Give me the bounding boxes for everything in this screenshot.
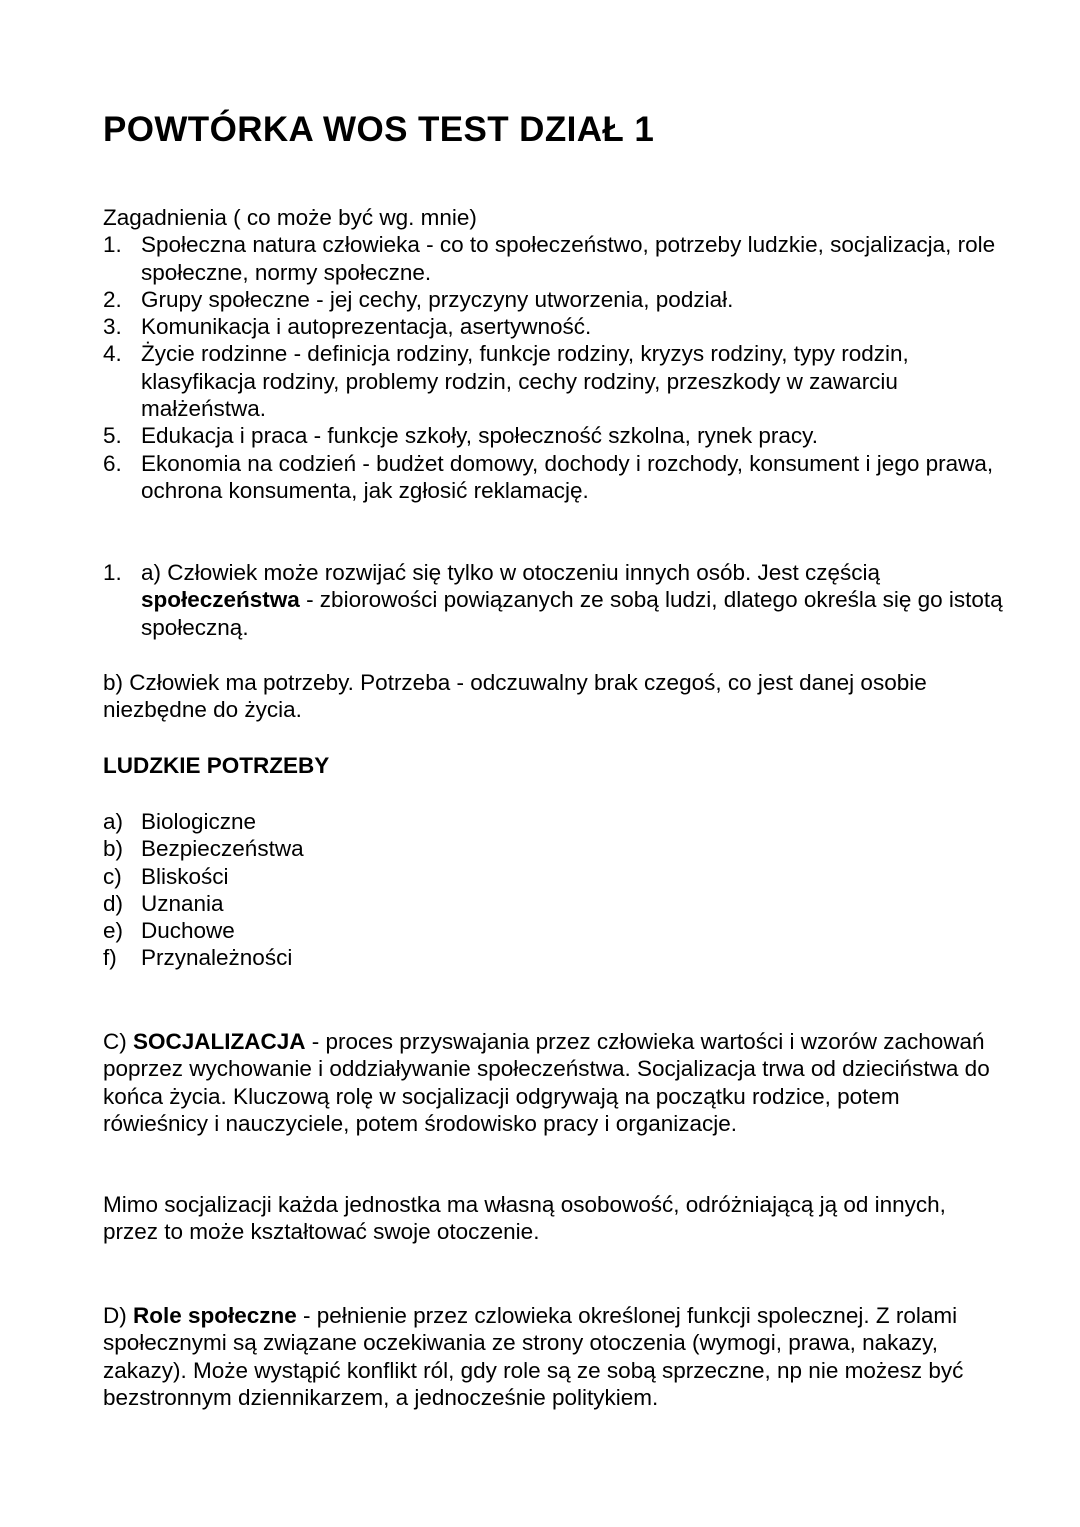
list-number: 5.: [103, 423, 122, 449]
paragraph-a-text: a) Człowiek może rozwijać się tylko w otoczeniu innych osób. Jest częścią: [141, 560, 881, 585]
list-letter: d): [103, 890, 124, 916]
list-number: 2.: [103, 286, 122, 312]
list-item: [103, 808, 1003, 835]
list-text: Edukacja i praca - funkcje szkoły, społeczność szkolna, rynek pracy.: [141, 423, 818, 449]
needs-list: [103, 808, 1003, 972]
list-text: Grupy społeczne - jej cechy, przyczyny utworzenia, podział.: [141, 286, 734, 312]
list-text: Przynależności: [141, 945, 293, 971]
topics-list: [103, 231, 1003, 504]
list-number: 6.: [103, 450, 122, 476]
paragraph-label: C): [103, 1029, 133, 1054]
list-item: [103, 450, 1003, 505]
list-text: Uznania: [141, 890, 224, 916]
list-text: Biologiczne: [141, 809, 257, 834]
list-item: [103, 231, 1003, 286]
list-number: 1.: [103, 232, 122, 258]
list-text: Społeczna natura człowieka - co to społeczeństwo, potrzeby ludzkie, socjalizacja, role społeczne, normy społeczne.: [141, 232, 996, 285]
list-number: 4.: [103, 341, 122, 367]
list-text: Ekonomia na codzień - budżet domowy, dochody i rozchody, konsument i jego prawa, ochrona konsumenta, jak zgłosić reklamację.: [141, 450, 994, 503]
list-text: Komunikacja i autoprezentacja, asertywność.: [141, 314, 592, 340]
roles-text: - pełnienie przez czlowieka określonej funkcji spolecznej. Z rolami społecznymi są związane oczekiwania ze strony otoczenia (wymogi, prawa, nakazy, zakazy). Może wystąpić konflikt ról, gdy role są ze sobą sprzeczne, np nie możesz być bezstronnym dziennikarzem, a jednocześnie politykiem.: [103, 1303, 964, 1410]
personality-paragraph: Mimo socjalizacji każda jednostka ma własną osobowość, odróżniającą ją od innych, przez to może kształtować swoje otoczenie.: [103, 1192, 946, 1245]
topics-section: [103, 204, 1003, 504]
list-number: 1.: [103, 560, 122, 585]
list-item: [103, 863, 1003, 890]
list-item: [103, 559, 1003, 641]
term-socjalizacja: SOCJALIZACJA: [133, 1029, 306, 1054]
list-item: [103, 944, 1003, 971]
term-role-spoleczne: Role społeczne: [133, 1303, 297, 1328]
list-item: [103, 313, 1003, 340]
list-letter: f): [103, 945, 117, 971]
list-item: [103, 835, 1003, 862]
topics-intro: Zagadnienia ( co może być wg. mnie): [103, 205, 477, 230]
list-text: Duchowe: [141, 918, 235, 944]
paragraph-b: b) Człowiek ma potrzeby. Potrzeba - odczuwalny brak czegoś, co jest danej osobie niezbędne do życia.: [103, 670, 927, 723]
list-letter: a): [103, 809, 124, 834]
list-number: 3.: [103, 314, 122, 340]
section-1: [103, 559, 1003, 641]
list-item: [103, 422, 1003, 449]
page-title: POWTÓRKA WOS TEST DZIAŁ 1: [103, 110, 655, 149]
needs-heading: LUDZKIE POTRZEBY: [103, 753, 330, 778]
list-item: [103, 917, 1003, 944]
socialization-paragraph: [103, 1028, 1003, 1137]
list-item: [103, 890, 1003, 917]
list-item: [103, 340, 1003, 422]
list-letter: e): [103, 918, 124, 944]
list-text: Bliskości: [141, 863, 229, 889]
list-item: [103, 286, 1003, 313]
list-text: Życie rodzinne - definicja rodziny, funkcje rodziny, kryzys rodziny, typy rodzin, klasyfikacja rodziny, problemy rodzin, cechy rodziny, przeszkody w zawarciu małżeństwa.: [141, 341, 909, 422]
roles-paragraph: [103, 1302, 1003, 1411]
paragraph-label: D): [103, 1303, 133, 1328]
list-letter: b): [103, 836, 124, 862]
socialization-text: - proces przyswajania przez człowieka wartości i wzorów zachowań poprzez wychowanie i oddziaływanie społeczeństwa. Socjalizacja trwa od dzieciństwa do końca życia. Kluczową rolę w socjalizacji odgrywają na początku rodzice, potem rówieśnicy i nauczyciele, potem środowisko pracy i organizacje.: [103, 1029, 990, 1136]
list-letter: c): [103, 863, 122, 889]
paragraph-a-text-cont: - zbiorowości powiązanych ze sobą ludzi, dlatego określa się go istotą społeczną.: [141, 587, 1003, 640]
list-text: Bezpieczeństwa: [141, 836, 304, 862]
term-spoleczenstwo: społeczeństwa: [141, 587, 300, 613]
